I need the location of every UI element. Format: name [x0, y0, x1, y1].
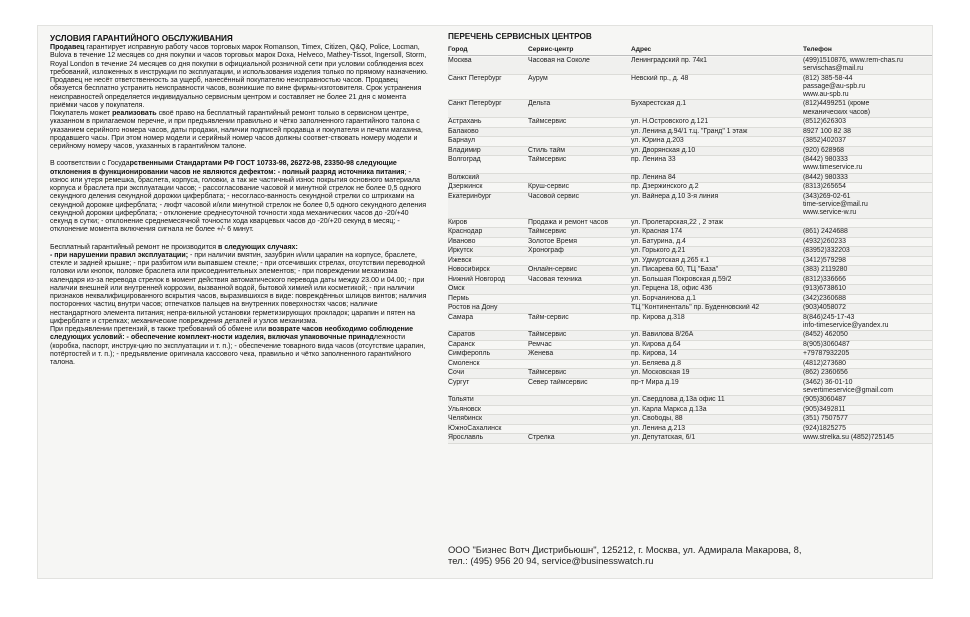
- cell-address: ул. Карла Маркса д.13а: [631, 405, 707, 413]
- cell-address: пр. Кирова д.318: [631, 313, 685, 321]
- cell-phone: [803, 304, 927, 313]
- table-row: [448, 331, 932, 341]
- table-row: [448, 100, 932, 118]
- phone-line: (862) 2360656: [803, 369, 848, 377]
- phone-line: 8(905)3060487: [803, 340, 850, 348]
- seller-text: гарантирует исправную работу часов торговых марок Romanson, Timex, Citizen, Q&Q, Police, Locman, Bulova в течение 12 месяцев со дня покупки и часов торговых марок Doxa, Helveco, Mathey-Tissot, Ingersoll, Storm, Royal London в течение 24 месяцев со дня покупки в официальной розничной сети при условии соблюдения всех требований, изложенных в инструкции по эксплуатации, и использования изделия только по прямому назначению. Продавец не несёт ответственность за ущерб, нанесённый покупателю неисправностью часов. Продавец обязуется бесплатно устранить неисправности часов, возникшие по вине фирмы-изготовителя. Срок устранения неисправностей определяется индивидуально сервисным центром и составляет не более 21 дня с момента приёмки часов у покупателя.: [50, 44, 428, 109]
- cell-city: Астрахань: [448, 118, 482, 126]
- warranty-paragraph-exclusions: [50, 244, 430, 368]
- cell-address: ул. Борчанинова д.1: [631, 294, 696, 302]
- exclusions-text-c: - при нарушении правил эксплуатации;: [50, 251, 189, 259]
- cell-phone: [803, 57, 927, 74]
- table-row: [448, 360, 932, 370]
- cell-service: Часовая техника: [528, 275, 582, 283]
- cell-service: [528, 425, 631, 434]
- header-service: Сервис-центр: [528, 46, 574, 53]
- cell-phone: [803, 379, 927, 396]
- cell-phone: [803, 156, 927, 173]
- cell-address: Невский пр., д. 48: [631, 74, 689, 82]
- buyer-text-b: реализовать: [112, 110, 157, 117]
- cell-phone: [803, 369, 927, 378]
- table-row: [448, 219, 932, 229]
- cell-phone: [803, 238, 927, 247]
- cell-address: Бухарестская д.1: [631, 100, 687, 108]
- cell-service: [528, 304, 631, 313]
- cell-address: ул. Пролетарская,22 , 2 этаж: [631, 218, 724, 226]
- table-row: [448, 174, 932, 184]
- phone-line: (3852)402037: [803, 137, 846, 145]
- table-row: [448, 118, 932, 128]
- cell-service: Круш-сервис: [528, 183, 570, 191]
- phone-line: (343)269-02-61: [803, 192, 851, 200]
- cell-city: Дзержинск: [448, 183, 483, 191]
- phone-line: www.service-w.ru: [803, 209, 857, 217]
- cell-city: Екатеринбург: [448, 192, 492, 200]
- service-centers: [448, 32, 932, 444]
- cell-address: ул. Дворянская д.10: [631, 146, 696, 154]
- table-row: [448, 314, 932, 332]
- cell-city: Москва: [448, 57, 472, 64]
- table-row: [448, 228, 932, 238]
- cell-phone: [803, 118, 927, 127]
- cell-city: Сочи: [448, 369, 465, 377]
- table-row: [448, 350, 932, 360]
- cell-service: Дельта: [528, 100, 551, 108]
- table-row: [448, 238, 932, 248]
- phone-line: (903)4058072: [803, 304, 846, 312]
- gost-text-c: ; - износ или утеря ремешка, браслета, корпуса, головки, а так же частичный износ покрытия основного материала корпуса и браслета при эксплуатации часов; - рассогласование часовой и минутной стрелок не более 0,5 одного секундного деления секундной дорожки циферблата; - несогласо-ванность секундной стрелки со штрихами на секундной дорожке циферблата; - люфт часовой и/или минутной стрелок не более 0,5 одного секундного деления секундной дорожки циферблата; - отклонение среднесуточной точности хода механических часов до -20/+40 секунд в сутки; - отклонение среднемесячной точности хода кварцевых часов до -20/+20 секунд в месяц; - отклонение момента включения сигнала не более +/- 6 минут.: [50, 168, 427, 234]
- cell-address: ул. Юрина д.203: [631, 137, 684, 145]
- cell-service: Ремчас: [528, 340, 552, 348]
- service-table-header: [448, 46, 932, 56]
- cell-service: [528, 360, 631, 369]
- phone-line: (4932)260233: [803, 237, 846, 245]
- phone-line: (3412)579298: [803, 256, 846, 264]
- table-row: [448, 128, 932, 138]
- cell-address: ул. Свердлова д.13а офис 11: [631, 396, 725, 404]
- cell-phone: [803, 266, 927, 275]
- cell-address: ул. Н.Островского д.121: [631, 118, 709, 126]
- cell-address: ул. Батурина, д.4: [631, 237, 686, 245]
- cell-service: Таймсервис: [528, 228, 567, 236]
- cell-address: ул. Писарева 60, ТЦ "База": [631, 266, 719, 274]
- cell-service: Таймсервис: [528, 118, 567, 126]
- cell-phone: [803, 257, 927, 266]
- cell-service: [528, 396, 631, 405]
- table-row: [448, 369, 932, 379]
- cell-phone: [803, 276, 927, 285]
- table-row: [448, 247, 932, 257]
- cell-phone: [803, 193, 927, 218]
- phone-line: 8(846)245-17-43: [803, 313, 855, 321]
- phone-line: passage@au-spb.ru: [803, 82, 866, 90]
- cell-phone: [803, 406, 927, 415]
- table-row: [448, 276, 932, 286]
- cell-city: Киров: [448, 218, 468, 226]
- cell-phone: [803, 415, 927, 424]
- claims-text-a: При предъявлении претензий, в также требований об обмене или: [50, 326, 269, 333]
- cell-address: пр. Ленина 33: [631, 156, 676, 164]
- cell-city: Челябинск: [448, 415, 483, 423]
- cell-address: ул. Большая Покровская д.59/2: [631, 275, 732, 283]
- cell-service: Таймсервис: [528, 331, 567, 339]
- cell-phone: [803, 219, 927, 228]
- phone-line: (4812)273680: [803, 359, 846, 367]
- cell-service: Север таймсервис: [528, 378, 588, 386]
- cell-service: [528, 128, 631, 137]
- warranty-paragraph-seller: [50, 44, 430, 151]
- cell-service: Продажа и ремонт часов: [528, 218, 608, 226]
- phone-line: +79787932205: [803, 350, 850, 358]
- header-address: Адрес: [631, 46, 652, 53]
- table-row: [448, 379, 932, 397]
- cell-city: Смоленск: [448, 359, 480, 367]
- cell-service: Тайм-сервис: [528, 313, 569, 321]
- table-row: [448, 434, 932, 444]
- cell-city: Санкт Петербург: [448, 100, 502, 108]
- cell-city: Симферопль: [448, 350, 491, 358]
- phone-line: механических часов): [803, 108, 871, 116]
- company-footer: [448, 544, 801, 566]
- phone-line: www.timeservice.ru: [803, 164, 863, 172]
- table-row: [448, 156, 932, 174]
- cell-phone: [803, 75, 927, 100]
- table-row: [448, 425, 932, 435]
- phone-line: (920) 628968: [803, 146, 844, 154]
- service-table-body: [448, 57, 932, 444]
- table-row: [448, 75, 932, 101]
- cell-service: [528, 406, 631, 415]
- phone-line: (8452) 462050: [803, 331, 848, 339]
- cell-service: [528, 137, 631, 146]
- cell-city: Краснодар: [448, 228, 483, 236]
- phone-line: (812)4499251 (кроме: [803, 100, 870, 108]
- table-row: [448, 304, 932, 314]
- table-row: [448, 406, 932, 416]
- cell-city: Омск: [448, 285, 465, 293]
- cell-phone: [803, 174, 927, 183]
- cell-service: Хронограф: [528, 247, 564, 255]
- warranty-leaflet: [38, 26, 932, 578]
- phone-line: (861) 2424688: [803, 228, 848, 236]
- company-address: ООО "Бизнес Вотч Дистрибьюшн", 125212, г. Москва, ул. Адмирала Макарова, 8,: [448, 544, 802, 555]
- cell-address: пр. Ленина 84: [631, 173, 676, 181]
- table-row: [448, 147, 932, 157]
- cell-city: Барнаул: [448, 137, 476, 145]
- warranty-terms: [50, 34, 430, 376]
- cell-phone: [803, 247, 927, 256]
- cell-address: ул. Московская 19: [631, 369, 690, 377]
- claims-text-b: возврате часов необходимо соблюдение следующих условий: - обеспечение комплект-ности изделия, включая упаковочные принад: [50, 326, 414, 342]
- phone-line: severtimeservice@gmail.com: [803, 386, 894, 394]
- cell-phone: [803, 285, 927, 294]
- cell-phone: [803, 100, 927, 117]
- cell-phone: [803, 137, 927, 146]
- buyer-text-c: своё право на бесплатный гарантийный ремонт только в сервисном центре, указанном в прилагаемом перечне, и при предъявлении правильно и чётко заполненного гарантийного талона с указанием серийного номера часов, даты продажи, наличии подписей продавца и покупателя и печати магазина, продавшего часы. При этом номер модели и серийный номер часов должны соответ-ствовать номеру модели и серийному номеру часов, указанных в гарантийном талоне.: [50, 110, 423, 150]
- cell-service: [528, 257, 631, 266]
- cell-city: Новосибирск: [448, 266, 490, 274]
- cell-phone: [803, 183, 927, 192]
- cell-city: Ижевск: [448, 256, 472, 264]
- cell-city: Волжский: [448, 173, 480, 181]
- phone-line: time-service@mail.ru: [803, 200, 868, 208]
- phone-line: (8442) 980333: [803, 173, 848, 181]
- phone-line: (924)1825275: [803, 424, 846, 432]
- cell-address: ул. Вайнера д.10 3-я линия: [631, 192, 719, 200]
- service-centers-title: ПЕРЕЧЕНЬ СЕРВИСНЫХ ЦЕНТРОВ: [448, 32, 592, 41]
- buyer-text-a: Покупатель может: [50, 110, 113, 117]
- cell-phone: [803, 147, 927, 156]
- cell-address: пр. Дзержинского д.2: [631, 183, 699, 191]
- phone-line: (8512)626303: [803, 118, 846, 126]
- table-row: [448, 183, 932, 193]
- table-row: [448, 257, 932, 267]
- phone-line: (8312)336666: [803, 275, 846, 283]
- cell-city: Саратов: [448, 331, 475, 339]
- cell-address: ул. Горького д.21: [631, 247, 686, 255]
- cell-city: Владимир: [448, 146, 481, 154]
- cell-address: ул. Герцена 18, офис 436: [631, 285, 713, 293]
- exclusions-text-a: Бесплатный гарантийный ремонт не производится: [50, 243, 219, 251]
- phone-line: (913)6738610: [803, 285, 846, 293]
- phone-line: (812) 385-58-44: [803, 74, 853, 82]
- phone-line: (351) 7507577: [803, 415, 848, 423]
- exclusions-text-b: в следующих случаях:: [218, 243, 298, 251]
- cell-phone: [803, 341, 927, 350]
- phone-line: www.strelka.su (4852)725145: [803, 434, 894, 442]
- cell-address: ул. Ленина д.94/1 т.ц. "Гранд" 1 этаж: [631, 127, 748, 135]
- cell-address: ул. Беляева д.8: [631, 359, 681, 367]
- phone-line: (342)2360688: [803, 294, 846, 302]
- cell-address: ТЦ "Континенталь" пр. Буденновский 42: [631, 304, 760, 312]
- cell-service: Стиль тайм: [528, 146, 566, 154]
- table-row: [448, 295, 932, 305]
- cell-city: Нижний Новгород: [448, 275, 506, 283]
- company-contacts: тел.: (495) 956 20 94, service@businesswatch.ru: [448, 555, 654, 566]
- table-row: [448, 193, 932, 219]
- cell-city: Саранск: [448, 340, 475, 348]
- cell-service: Таймсервис: [528, 369, 567, 377]
- cell-city: ЮжноСахалинск: [448, 424, 502, 432]
- cell-city: Иваново: [448, 237, 476, 245]
- cell-service: Аурум: [528, 74, 548, 82]
- gost-text-b: рственными Стандартами РФ ГОСТ 10733-98, 26272-98, 23350-98 следующие отклонения в функционировании часов не являются дефектом: - полный разряд источника питания: [50, 160, 405, 176]
- cell-service: [528, 295, 631, 304]
- cell-service: [528, 285, 631, 294]
- cell-phone: [803, 128, 927, 137]
- cell-city: Пермь: [448, 294, 469, 302]
- warranty-paragraph-gost: [50, 160, 430, 234]
- table-row: [448, 415, 932, 425]
- cell-city: Ульяновск: [448, 405, 481, 413]
- cell-phone: [803, 228, 927, 237]
- table-row: [448, 396, 932, 406]
- cell-address: ул. Кирова д.64: [631, 340, 681, 348]
- cell-service: [528, 415, 631, 424]
- gost-text-a: В соответствии с Госуда: [50, 160, 130, 168]
- header-phone: Телефон: [803, 46, 832, 53]
- table-row: [448, 57, 932, 75]
- table-row: [448, 266, 932, 276]
- seller-lead: Продавец: [50, 44, 85, 51]
- cell-city: Тольяти: [448, 396, 474, 404]
- cell-address: ул. Вавилова 8/26А: [631, 331, 694, 339]
- cell-city: Балаково: [448, 127, 479, 135]
- phone-line: (499)1510876, www.rem-chas.ru: [803, 57, 903, 64]
- phone-line: 8927 100 82 38: [803, 127, 851, 135]
- phone-line: (3462) 36-01-10: [803, 378, 853, 386]
- cell-service: Онлайн-сервис: [528, 266, 578, 274]
- cell-service: Золотое Время: [528, 237, 578, 245]
- cell-address: ул. Депутатская, 6/1: [631, 434, 696, 442]
- phone-line: (8442) 980333: [803, 156, 848, 164]
- cell-city: Сургут: [448, 378, 470, 386]
- cell-city: Ярославль: [448, 434, 484, 442]
- cell-phone: [803, 360, 927, 369]
- cell-city: Ростов на Дону: [448, 304, 498, 312]
- cell-city: Санкт Петербург: [448, 74, 502, 82]
- table-row: [448, 341, 932, 351]
- phone-line: www.au-spb.ru: [803, 91, 849, 99]
- phone-line: info-timeservice@yandex.ru: [803, 321, 889, 329]
- cell-phone: [803, 331, 927, 340]
- phone-line: (905)3492811: [803, 405, 846, 413]
- cell-service: Женева: [528, 350, 554, 358]
- header-city: Город: [448, 46, 468, 53]
- cell-phone: [803, 314, 927, 331]
- cell-service: Стрелка: [528, 434, 555, 442]
- cell-service: Часовой сервис: [528, 192, 580, 200]
- cell-phone: [803, 425, 927, 434]
- cell-city: Самара: [448, 313, 474, 321]
- cell-address: пр-т Мира д.19: [631, 378, 679, 386]
- claims-text-c: лежности (коробка, паспорт, инструк-цию по эксплуатации и т. п.); - обеспечение товарного вида часов (отсутствие царапин, потёртостей и т. п.); - предъявление оригинала кассового чека, правильно и чётко заполненного гарантийного талона.: [50, 334, 426, 366]
- cell-phone: [803, 396, 927, 405]
- cell-address: ул. Удмуртская д.265 к.1: [631, 256, 710, 264]
- table-row: [448, 137, 932, 147]
- table-row: [448, 285, 932, 295]
- cell-service: Часовая на Соколе: [528, 57, 590, 64]
- cell-service: Таймсервис: [528, 156, 567, 164]
- phone-line: (83952)332203: [803, 247, 850, 255]
- cell-address: ул. Ленина д.213: [631, 424, 686, 432]
- warranty-title: УСЛОВИЯ ГАРАНТИЙНОГО ОБСЛУЖИВАНИЯ: [50, 34, 233, 43]
- phone-line: servischas@mail.ru: [803, 65, 864, 73]
- phone-line: (8313)265654: [803, 183, 846, 191]
- cell-city: Волгоград: [448, 156, 481, 164]
- cell-address: ул. Свободы, 88: [631, 415, 683, 423]
- cell-address: пр. Кирова, 14: [631, 350, 677, 358]
- cell-city: Иркутск: [448, 247, 473, 255]
- cell-address: ул. Красная 174: [631, 228, 683, 236]
- cell-phone: [803, 295, 927, 304]
- phone-line: (383) 2119280: [803, 266, 848, 274]
- exclusions-text-d: - при наличии вмятин, зазубрин и/или царапин на корпусе, браслете, стекле и задней крышке; - при разбитом или выпавшем стекле; - при отсечивших стрелах, отсутствии переводной головки или кнопок, половке браслета или присоединительных элементов; - при повреждении механизма календаря из-за перевода стрелок в момент действия автоматического перевода даты между 23.00 и 04.00; - при наличии внешней или внутренней коррозии, вызванной водой, бытовой химией или косметикой; - при наличии признаков неквалифицированного вскрытия часов, выразившихся в виде: повреждённых шлицов винтов; наличия посторонних частиц внутри часов; отпечатков пальцев на внутренних поверхностях часов; наличие нестандартного элемента питания; непра-вильной установки герметизирующих прокладок; царапин и пятен на циферблате и стрелках; механические повреждения деталей и узлов механизма.: [50, 251, 427, 325]
- cell-service: [528, 174, 631, 183]
- phone-line: (905)3060487: [803, 396, 846, 404]
- cell-phone: [803, 434, 927, 443]
- cell-address: Ленинградский пр. 74к1: [631, 57, 707, 64]
- cell-phone: [803, 350, 927, 359]
